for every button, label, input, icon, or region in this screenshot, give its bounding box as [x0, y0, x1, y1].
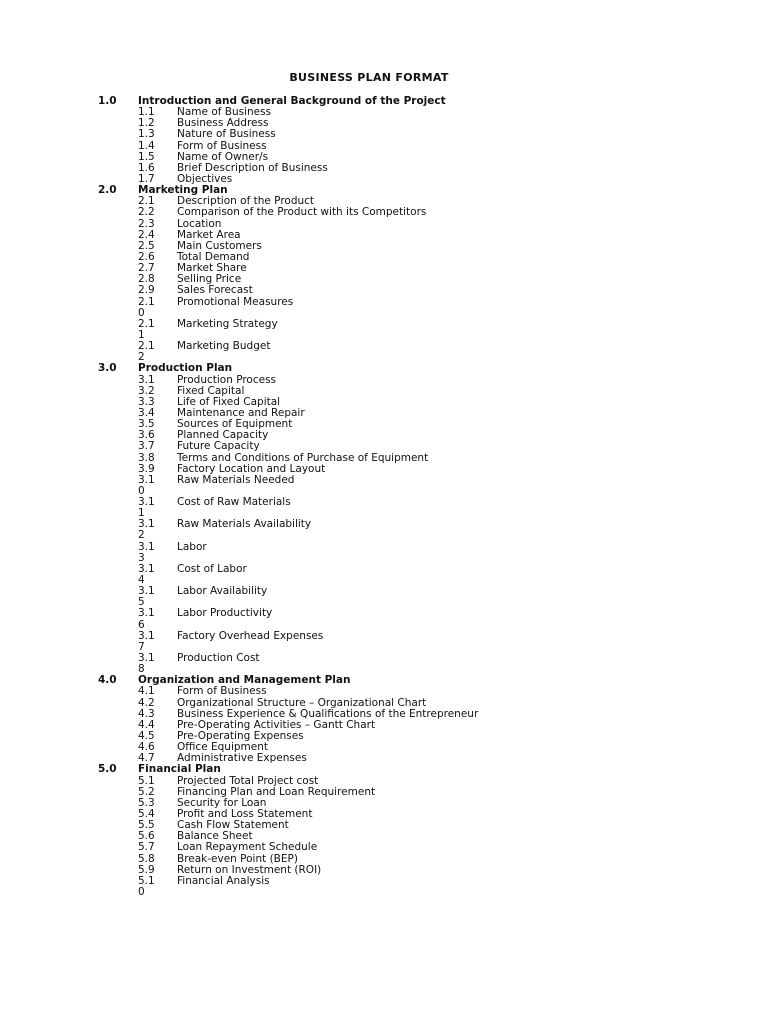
section-title: Introduction and General Background of the Project [138, 95, 446, 107]
item-number: 3.6 [138, 429, 155, 442]
item-label: Production Process [177, 373, 277, 386]
item-label: Cash Flow Statement [177, 819, 289, 832]
item-number: 4.6 [138, 741, 155, 754]
item-label: Sales Forecast [177, 284, 253, 297]
item-label: Future Capacity [177, 440, 260, 453]
item-number: 3.5 [138, 418, 155, 431]
item-number: 3.1 [138, 496, 155, 509]
item-number: 3.1 [138, 562, 155, 575]
list-item [98, 441, 738, 452]
item-number: 1.4 [138, 139, 155, 152]
item-number: 2.8 [138, 273, 155, 286]
section-heading [98, 764, 738, 775]
section-number: 3.0 [98, 362, 117, 375]
item-number: 5.8 [138, 852, 155, 865]
item-number: 2.1 [138, 195, 155, 208]
item-label: Profit and Loss Statement [177, 808, 313, 820]
item-label: Labor Productivity [177, 607, 273, 620]
item-number-overflow: 1 [138, 328, 145, 341]
item-label: Total Demand [177, 250, 250, 263]
item-number: 5.1 [138, 774, 155, 787]
item-number: 5.9 [138, 863, 155, 876]
list-item [98, 341, 738, 352]
item-label: Raw Materials Needed [177, 473, 295, 486]
item-label: Brief Description of Business [177, 161, 328, 174]
item-number-wrap [98, 530, 738, 541]
list-item [98, 542, 738, 553]
item-number: 2.1 [138, 317, 155, 330]
item-number: 3.2 [138, 384, 155, 397]
document-title: BUSINESS PLAN FORMAT [289, 71, 449, 84]
section-number: 1.0 [98, 95, 117, 107]
item-number: 2.1 [138, 295, 155, 308]
list-item [98, 129, 738, 140]
list-item [98, 285, 738, 296]
list-item [98, 475, 738, 486]
item-label: Life of Fixed Capital [177, 395, 281, 408]
item-label: Pre-Operating Activities – Gantt Chart [177, 718, 376, 731]
item-number: 1.5 [138, 150, 155, 163]
list-item [98, 453, 738, 464]
item-number-overflow: 0 [138, 306, 145, 319]
item-label: Security for Loan [177, 796, 267, 809]
item-label: Administrative Expenses [177, 752, 307, 765]
item-label: Fixed Capital [177, 384, 245, 397]
item-label: Cost of Raw Materials [177, 496, 291, 509]
list-item [98, 519, 738, 530]
list-item [98, 375, 738, 386]
item-number: 2.4 [138, 228, 155, 241]
item-label: Objectives [177, 172, 233, 185]
item-number: 5.5 [138, 819, 155, 832]
section-number: 4.0 [98, 674, 117, 687]
section-title: Organization and Management Plan [138, 674, 351, 687]
item-number: 5.2 [138, 785, 155, 798]
item-number: 2.9 [138, 284, 155, 297]
item-label: Projected Total Project cost [177, 774, 319, 787]
item-label: Office Equipment [177, 741, 268, 754]
item-number: 4.2 [138, 696, 155, 709]
item-label: Raw Materials Availability [177, 518, 312, 531]
item-number: 1.2 [138, 117, 155, 130]
list-item [98, 497, 738, 508]
item-label: Location [177, 217, 222, 230]
list-item [98, 319, 738, 330]
item-number: 3.1 [138, 652, 155, 665]
item-label: Labor [177, 540, 207, 553]
item-label: Name of Business [177, 106, 272, 119]
item-label: Name of Owner/s [177, 150, 269, 163]
list-item [98, 564, 738, 575]
item-label: Form of Business [177, 685, 267, 698]
item-number: 3.1 [138, 540, 155, 553]
item-number-overflow: 6 [138, 618, 145, 631]
item-number: 4.7 [138, 752, 155, 765]
item-number: 3.1 [138, 585, 155, 598]
item-number: 4.3 [138, 707, 155, 720]
item-number: 1.7 [138, 172, 155, 185]
item-number-wrap [98, 887, 738, 898]
item-number-overflow: 1 [138, 507, 145, 520]
list-item [98, 876, 738, 887]
item-number: 2.3 [138, 217, 155, 230]
item-number-overflow: 2 [138, 529, 145, 542]
list-item [98, 297, 738, 308]
item-number: 2.1 [138, 340, 155, 353]
item-label: Maintenance and Repair [177, 406, 305, 419]
item-number-overflow: 0 [138, 885, 145, 898]
item-label: Return on Investment (ROI) [177, 863, 322, 876]
item-number: 3.9 [138, 462, 155, 475]
item-label: Balance Sheet [177, 830, 253, 843]
section-title: Production Plan [138, 362, 233, 375]
item-number-overflow: 8 [138, 663, 145, 676]
list-item [98, 653, 738, 664]
item-number: 4.5 [138, 730, 155, 743]
item-number-overflow: 3 [138, 551, 145, 564]
list-item [98, 686, 738, 697]
item-label: Factory Overhead Expenses [177, 629, 324, 642]
item-number: 3.1 [138, 473, 155, 486]
item-label: Labor Availability [177, 585, 268, 598]
item-label: Market Share [177, 262, 247, 275]
list-item [98, 842, 738, 853]
section-title: Financial Plan [138, 763, 221, 776]
item-label: Form of Business [177, 139, 267, 152]
item-number: 3.1 [138, 518, 155, 531]
item-number-overflow: 4 [138, 574, 145, 587]
outline-list [98, 96, 738, 898]
item-number: 1.6 [138, 161, 155, 174]
item-label: Organizational Structure – Organizational Chart [177, 696, 427, 709]
item-number-overflow: 0 [138, 484, 145, 497]
item-label: Pre-Operating Expenses [177, 730, 304, 743]
item-label: Loan Repayment Schedule [177, 841, 318, 854]
item-number-overflow: 7 [138, 640, 145, 653]
item-label: Financial Analysis [177, 874, 270, 887]
item-label: Nature of Business [177, 128, 276, 141]
item-number: 2.6 [138, 250, 155, 263]
item-label: Factory Location and Layout [177, 462, 326, 475]
item-number: 5.6 [138, 830, 155, 843]
item-label: Comparison of the Product with its Competitors [177, 206, 427, 219]
item-number: 1.3 [138, 128, 155, 141]
item-number-overflow: 2 [138, 351, 145, 364]
item-label: Sources of Equipment [177, 418, 293, 431]
item-number: 5.4 [138, 808, 155, 820]
item-label: Planned Capacity [177, 429, 269, 442]
item-label: Marketing Strategy [177, 317, 278, 330]
item-label: Production Cost [177, 652, 260, 665]
item-number: 3.3 [138, 395, 155, 408]
item-label: Business Experience & Qualifications of the Entrepreneur [177, 707, 479, 720]
item-label: Market Area [177, 228, 241, 241]
item-number: 4.1 [138, 685, 155, 698]
section-number: 2.0 [98, 184, 117, 197]
item-label: Terms and Conditions of Purchase of Equipment [177, 451, 429, 464]
item-label: Main Customers [177, 239, 262, 252]
item-label: Marketing Budget [177, 340, 271, 353]
item-label: Cost of Labor [177, 562, 247, 575]
list-item [98, 207, 738, 218]
section-heading [98, 363, 738, 374]
item-number: 3.4 [138, 406, 155, 419]
item-number: 2.7 [138, 262, 155, 275]
item-number: 3.1 [138, 373, 155, 386]
item-label: Business Address [177, 117, 269, 130]
list-item [98, 608, 738, 619]
item-number: 2.5 [138, 239, 155, 252]
item-number: 5.3 [138, 796, 155, 809]
item-number-overflow: 5 [138, 596, 145, 609]
list-item [98, 586, 738, 597]
item-label: Break-even Point (BEP) [177, 852, 298, 865]
section-title: Marketing Plan [138, 184, 228, 197]
item-label: Promotional Measures [177, 295, 294, 308]
item-number: 5.7 [138, 841, 155, 854]
list-item [98, 631, 738, 642]
item-number: 3.7 [138, 440, 155, 453]
item-number: 3.8 [138, 451, 155, 464]
item-label: Financing Plan and Loan Requirement [177, 785, 376, 798]
section-number: 5.0 [98, 763, 117, 776]
item-number: 5.1 [138, 874, 155, 887]
item-label: Selling Price [177, 273, 242, 286]
item-number: 1.1 [138, 106, 155, 119]
item-number: 2.2 [138, 206, 155, 219]
item-number: 3.1 [138, 607, 155, 620]
item-number: 4.4 [138, 718, 155, 731]
item-number: 3.1 [138, 629, 155, 642]
item-label: Description of the Product [177, 195, 315, 208]
